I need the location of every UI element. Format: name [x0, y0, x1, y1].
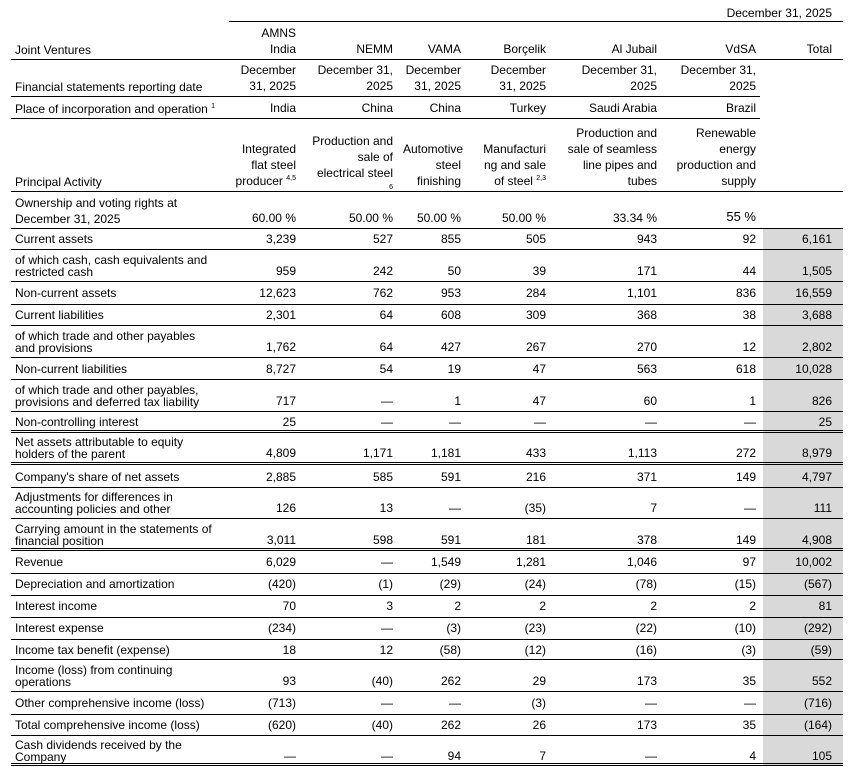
- value-cell: 47: [532, 362, 546, 376]
- incorporation-row: [11, 99, 843, 117]
- value-cell: 126: [275, 501, 296, 515]
- value-cell: 1,181: [430, 446, 461, 460]
- value-cell: 2: [454, 599, 461, 613]
- row-label: Carrying amount in the statements of financial position: [15, 522, 212, 548]
- value-cell: 272: [735, 446, 756, 460]
- table-row: [11, 229, 843, 249]
- reporting-date-row: [11, 61, 843, 95]
- total-cell: 25: [818, 415, 832, 429]
- ownership-cell: 50.00 %: [416, 211, 461, 225]
- value-cell: 943: [636, 232, 657, 246]
- value-cell: (58): [439, 643, 461, 657]
- activity-cell: Manufacturi ng and sale of steel $^{2,3}$: [483, 142, 546, 188]
- activity-cell: Integrated flat steel producer $^{4,5}$: [235, 142, 296, 188]
- row-label: Interest expense: [15, 621, 104, 635]
- table-row: [11, 618, 843, 638]
- col-header-vama: VAMA: [427, 42, 461, 56]
- value-cell: 1,113: [627, 446, 657, 460]
- incorporation-cell: Turkey: [509, 101, 546, 115]
- value-cell: 2,885: [265, 469, 296, 484]
- value-cell: (23): [524, 621, 546, 635]
- activity-cell: Automotive steel finishing: [403, 142, 464, 188]
- col-header-nemm: NEMM: [356, 42, 393, 56]
- value-cell: 26: [532, 718, 546, 732]
- value-cell: —: [534, 415, 546, 429]
- value-cell: 284: [525, 286, 546, 300]
- value-cell: —: [381, 621, 393, 635]
- value-cell: (22): [635, 621, 657, 635]
- row-label: Income tax benefit (expense): [15, 643, 170, 657]
- value-cell: 3,011: [266, 533, 296, 547]
- value-cell: 171: [636, 264, 657, 278]
- value-cell: 173: [636, 718, 657, 732]
- total-cell: (567): [803, 577, 832, 591]
- value-cell: 35: [742, 718, 756, 732]
- value-cell: —: [645, 749, 657, 763]
- value-cell: 267: [525, 340, 546, 354]
- value-cell: 3,239: [265, 232, 296, 246]
- column-header-row: [11, 22, 843, 58]
- row-separator: [11, 462, 843, 465]
- value-cell: (78): [635, 577, 657, 591]
- reporting-date-cell: December 31, 2025: [240, 63, 296, 93]
- value-cell: —: [744, 415, 756, 429]
- value-cell: 1,046: [626, 555, 657, 569]
- value-cell: 64: [379, 340, 393, 354]
- value-cell: 60: [643, 394, 657, 408]
- total-cell: 4,908: [801, 533, 832, 547]
- ownership-cell: 50.00 %: [501, 211, 546, 225]
- value-cell: 368: [636, 308, 657, 322]
- total-cell: 105: [811, 749, 832, 763]
- value-cell: 70: [282, 599, 296, 613]
- value-cell: 1,281: [515, 555, 546, 569]
- value-cell: 64: [379, 308, 393, 322]
- value-cell: 427: [440, 340, 461, 354]
- value-cell: 4,809: [265, 446, 296, 460]
- ownership-cell: 60.00 %: [251, 211, 296, 225]
- reporting-date-cell: December 31, 2025: [680, 63, 756, 93]
- value-cell: 608: [440, 308, 461, 322]
- value-cell: 836: [735, 286, 756, 300]
- value-cell: 38: [742, 308, 756, 322]
- value-cell: —: [645, 696, 657, 710]
- principal-activity-row: [11, 121, 843, 190]
- row-label: Total comprehensive income (loss): [15, 718, 200, 732]
- value-cell: —: [284, 749, 296, 763]
- value-cell: —: [449, 415, 461, 429]
- value-cell: 1: [454, 394, 461, 408]
- row-label-reporting-date: Financial statements reporting date: [15, 80, 203, 94]
- row-separator: [11, 281, 843, 282]
- value-cell: (12): [524, 643, 546, 657]
- value-cell: 6,029: [265, 555, 296, 569]
- total-cell: 6,161: [801, 232, 832, 246]
- col-header-al-jubail: Al Jubail: [611, 42, 657, 56]
- table-row: [11, 359, 843, 379]
- row-label: Non-current assets: [15, 286, 117, 300]
- value-cell: 47: [532, 394, 546, 408]
- value-cell: —: [744, 696, 756, 710]
- value-cell: 181: [525, 533, 546, 547]
- value-cell: (16): [635, 643, 657, 657]
- reporting-date-cell: December 31, 2025: [405, 63, 461, 93]
- incorporation-cell: China: [429, 101, 461, 115]
- total-cell: (59): [810, 643, 832, 657]
- value-cell: 2: [650, 599, 657, 613]
- value-cell: 563: [636, 362, 657, 376]
- total-cell: 10,028: [795, 362, 832, 376]
- value-cell: 29: [532, 674, 546, 688]
- value-cell: —: [381, 696, 393, 710]
- row-label: of which cash, cash equivalents and restricted cash: [15, 253, 208, 279]
- table-row: [11, 574, 843, 594]
- value-cell: 12,623: [259, 286, 296, 300]
- table-row: [11, 640, 843, 660]
- value-cell: —: [381, 749, 393, 763]
- value-cell: 1,171: [362, 446, 393, 460]
- total-cell: (716): [803, 696, 832, 710]
- row-label-ownership: Ownership and voting rights at December 31, 2025: [15, 196, 178, 226]
- table-row: [11, 433, 843, 462]
- row-label: Revenue: [15, 555, 64, 569]
- value-cell: 173: [636, 674, 657, 688]
- value-cell: 262: [440, 718, 461, 732]
- row-label: Interest income: [15, 599, 98, 613]
- table-row: [11, 596, 843, 616]
- row-label: Depreciation and amortization: [15, 577, 175, 591]
- value-cell: —: [449, 696, 461, 710]
- row-label: Net assets attributable to equity holders of the parent: [15, 435, 184, 461]
- total-cell: (164): [803, 718, 832, 732]
- row-label: Income (loss) from continuing operations: [15, 663, 173, 689]
- row-separator: [11, 357, 843, 358]
- value-cell: (3): [741, 643, 756, 657]
- table-row: [11, 250, 843, 280]
- value-cell: 855: [440, 232, 461, 246]
- total-cell: (292): [803, 621, 832, 635]
- col-header-borcelik: Borçelik: [503, 42, 546, 56]
- row-label-incorporation: Place of incorporation and operation $^1$: [15, 102, 216, 116]
- value-cell: —: [645, 415, 657, 429]
- incorporation-cell: China: [361, 101, 393, 115]
- value-cell: 12: [742, 340, 756, 354]
- value-cell: 717: [275, 394, 296, 408]
- value-cell: (15): [734, 577, 756, 591]
- incorporation-cell: Saudi Arabia: [588, 101, 657, 115]
- value-cell: 953: [440, 286, 461, 300]
- total-cell: 8,979: [801, 446, 832, 460]
- value-cell: 959: [275, 264, 296, 278]
- value-cell: (40): [371, 674, 393, 688]
- value-cell: 1,549: [430, 555, 461, 569]
- value-cell: 527: [372, 232, 393, 246]
- value-cell: 3: [386, 599, 393, 613]
- row-separator: [11, 763, 843, 766]
- value-cell: (420): [267, 577, 296, 591]
- value-cell: 2: [539, 599, 546, 613]
- value-cell: 93: [282, 674, 296, 688]
- activity-cell: Production and sale of seamless line pipes and tubes: [567, 126, 657, 188]
- incorporation-cell: India: [269, 101, 296, 115]
- value-cell: 54: [379, 362, 393, 376]
- value-cell: 242: [372, 264, 393, 278]
- row-label-joint-ventures: Joint Ventures: [15, 43, 92, 57]
- value-cell: (3): [531, 696, 546, 710]
- value-cell: (40): [371, 718, 393, 732]
- value-cell: 149: [735, 469, 756, 484]
- total-cell: 552: [811, 674, 832, 688]
- table-row: [11, 326, 843, 356]
- col-header-vdsa: VdSA: [725, 42, 756, 56]
- reporting-date-cell: December 31, 2025: [490, 63, 546, 93]
- table-row: [11, 283, 843, 303]
- table-row: [11, 466, 843, 487]
- value-cell: 8,727: [265, 362, 296, 376]
- value-cell: 25: [282, 415, 296, 429]
- row-label-principal-activity: Principal Activity: [15, 175, 102, 189]
- value-cell: 585: [372, 469, 393, 484]
- ownership-cell: 50.00 %: [348, 211, 393, 225]
- incorporation-cell: Brazil: [725, 101, 756, 115]
- value-cell: 1: [749, 394, 756, 408]
- value-cell: 505: [525, 232, 546, 246]
- value-cell: (10): [734, 621, 756, 635]
- table-row: [11, 413, 843, 431]
- value-cell: (24): [524, 577, 546, 591]
- table-row: [11, 660, 843, 690]
- table-row: [11, 715, 843, 735]
- value-cell: (29): [439, 577, 461, 591]
- value-cell: 2: [749, 599, 756, 613]
- table-row: [11, 520, 843, 549]
- value-cell: —: [381, 555, 393, 569]
- total-cell: 16,559: [795, 286, 832, 300]
- total-cell: 2,802: [801, 340, 832, 354]
- footnote-marker: 1: [211, 103, 216, 110]
- ownership-cell: 55 %: [726, 209, 756, 224]
- row-label: Non-current liabilities: [15, 362, 128, 376]
- total-cell: 10,002: [795, 555, 832, 569]
- value-cell: 270: [636, 340, 657, 354]
- row-label: of which trade and other payables and provisions: [15, 329, 196, 355]
- row-separator: [11, 548, 843, 551]
- ownership-row: [11, 192, 843, 227]
- total-cell: 826: [811, 394, 832, 408]
- value-cell: 7: [650, 501, 657, 515]
- value-cell: 19: [447, 362, 461, 376]
- value-cell: (234): [267, 621, 296, 635]
- value-cell: 12: [379, 643, 393, 657]
- total-cell: 81: [818, 599, 832, 613]
- value-cell: —: [381, 415, 393, 429]
- value-cell: 35: [742, 674, 756, 688]
- row-label: Other comprehensive income (loss): [15, 696, 205, 710]
- value-cell: 97: [742, 555, 756, 569]
- table-date-header: December 31, 2025: [726, 6, 832, 20]
- value-cell: (1): [378, 577, 393, 591]
- value-cell: 598: [372, 533, 393, 547]
- value-cell: 13: [379, 501, 393, 515]
- value-cell: 2,301: [265, 308, 296, 322]
- total-cell: 1,505: [801, 264, 832, 278]
- reporting-date-cell: December 31, 2025: [317, 63, 393, 93]
- row-label: Current liabilities: [15, 308, 104, 322]
- row-separator: [11, 411, 843, 412]
- table-row: [11, 693, 843, 713]
- row-separator: [11, 518, 843, 519]
- value-cell: 309: [525, 308, 546, 322]
- value-cell: 216: [525, 469, 546, 484]
- col-header-total: Total: [806, 42, 832, 56]
- table-row: [11, 736, 843, 765]
- table-row: [11, 305, 843, 325]
- value-cell: 1,762: [265, 340, 296, 354]
- value-cell: 94: [447, 749, 461, 763]
- value-cell: 762: [372, 286, 393, 300]
- row-label: of which trade and other payables, provisions and deferred tax liability: [15, 383, 200, 409]
- value-cell: (620): [267, 718, 296, 732]
- value-cell: 371: [636, 469, 657, 484]
- value-cell: 262: [440, 674, 461, 688]
- value-cell: —: [744, 501, 756, 515]
- value-cell: 618: [735, 362, 756, 376]
- row-label: Cash dividends received by the Company: [15, 738, 182, 764]
- activity-cell: Production and sale of electrical steel $^6$: [312, 134, 393, 191]
- value-cell: 92: [742, 232, 756, 246]
- total-cell: 3,688: [801, 308, 832, 322]
- total-cell: 111: [813, 501, 832, 515]
- value-cell: (3): [446, 621, 461, 635]
- col-header-amns-india: AMNS India: [261, 26, 296, 56]
- value-cell: —: [449, 501, 461, 515]
- table-row: [11, 380, 843, 410]
- row-label: Company's share of net assets: [15, 469, 180, 484]
- value-cell: 18: [282, 643, 296, 657]
- value-cell: 7: [539, 749, 546, 763]
- value-cell: —: [381, 394, 393, 408]
- row-label: Non-controlling interest: [15, 415, 139, 429]
- row-label: Current assets: [15, 232, 94, 246]
- value-cell: 149: [735, 533, 756, 547]
- row-separator: [11, 691, 843, 692]
- table-row: [11, 552, 843, 572]
- ownership-cell: 33.34 %: [612, 211, 657, 225]
- value-cell: (35): [524, 501, 546, 515]
- value-cell: 378: [636, 533, 657, 547]
- value-cell: 44: [742, 264, 756, 278]
- table-row: [11, 488, 843, 517]
- value-cell: 591: [440, 469, 461, 484]
- reporting-date-cell: December 31, 2025: [581, 63, 657, 93]
- value-cell: (713): [267, 696, 296, 710]
- row-label: Adjustments for differences in accounting policies and other: [15, 490, 173, 516]
- value-cell: 39: [532, 264, 546, 278]
- value-cell: 1,101: [626, 286, 657, 300]
- activity-cell: Renewable energy production and supply: [676, 126, 756, 188]
- value-cell: 50: [447, 264, 461, 278]
- total-cell: 4,797: [801, 469, 832, 484]
- value-cell: 4: [749, 749, 756, 763]
- value-cell: 433: [525, 446, 546, 460]
- value-cell: 591: [440, 533, 461, 547]
